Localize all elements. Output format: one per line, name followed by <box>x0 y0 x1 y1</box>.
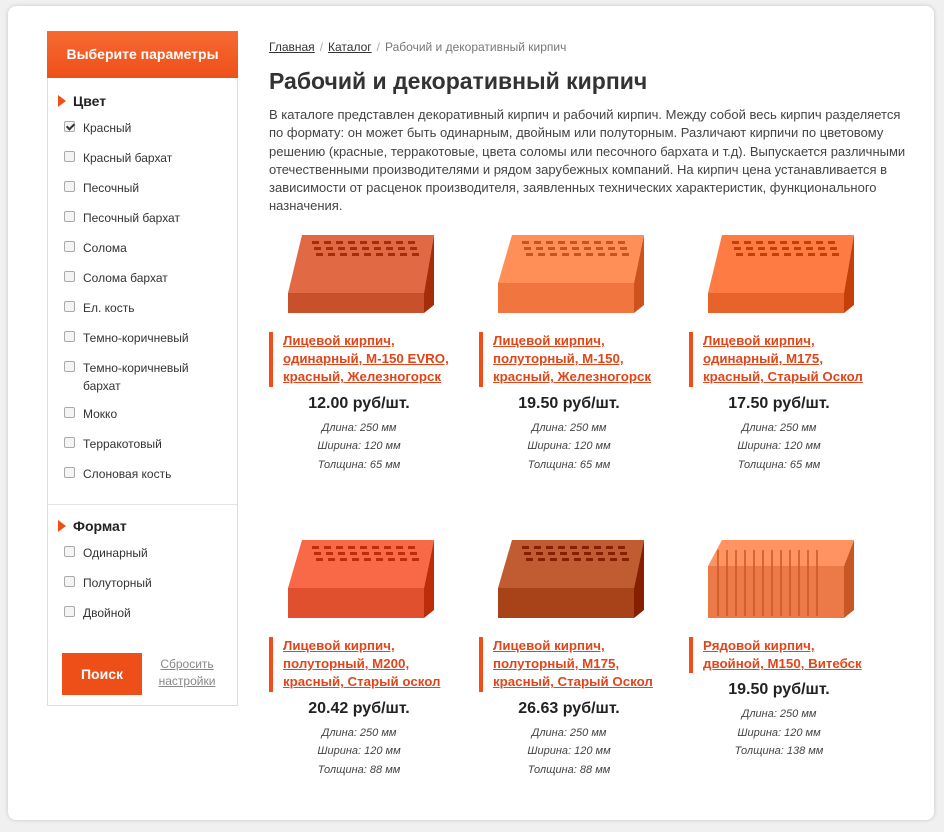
product-card <box>479 225 659 474</box>
product-card <box>479 530 659 779</box>
checkbox[interactable] <box>64 361 75 372</box>
filter-option[interactable] <box>48 405 203 423</box>
spec-thickness: Толщина: 65 мм <box>737 458 821 471</box>
product-price: 20.42 руб/шт. <box>308 699 410 717</box>
reset-settings-link[interactable]: Сбросить настройки <box>158 657 216 688</box>
spec-thickness: Толщина: 138 мм <box>734 745 824 758</box>
filter-option[interactable] <box>48 239 203 257</box>
filter-option-label: Ел. кость <box>83 301 135 315</box>
spec-length: Длина: 250 мм <box>321 726 397 739</box>
checkbox[interactable] <box>64 546 75 557</box>
filter-option[interactable] <box>48 179 203 197</box>
filter-sidebar <box>47 31 238 706</box>
checkbox[interactable] <box>64 301 75 312</box>
checkbox[interactable] <box>64 151 75 162</box>
product-specs <box>689 705 869 761</box>
product-card <box>269 225 449 474</box>
filter-header: Выберите параметры <box>47 31 238 78</box>
spec-thickness: Толщина: 65 мм <box>527 458 611 471</box>
spec-length: Длина: 250 мм <box>531 726 607 739</box>
product-card <box>689 225 869 474</box>
filter-option-label: Песочный <box>83 181 140 195</box>
brick-image[interactable] <box>269 530 449 625</box>
spec-thickness: Толщина: 88 мм <box>317 763 401 776</box>
filter-option[interactable] <box>48 604 203 622</box>
checkbox-checked[interactable] <box>64 121 75 132</box>
filter-option[interactable] <box>48 465 203 483</box>
spec-width: Ширина: 120 мм <box>527 440 611 453</box>
filter-option[interactable] <box>48 329 203 347</box>
triangle-right-icon <box>58 520 66 532</box>
checkbox[interactable] <box>64 331 75 342</box>
spec-width: Ширина: 120 мм <box>737 726 821 739</box>
brick-image[interactable] <box>479 530 659 625</box>
product-specs <box>479 419 659 475</box>
filter-option[interactable] <box>48 119 203 137</box>
checkbox[interactable] <box>64 606 75 617</box>
brick-image[interactable] <box>689 225 869 320</box>
color-group-label: Цвет <box>73 93 107 109</box>
product-specs <box>479 724 659 780</box>
filter-option[interactable] <box>48 209 203 227</box>
product-specs <box>689 419 869 475</box>
filter-option-label: Песочный бархат <box>83 211 180 225</box>
brick-image[interactable] <box>479 225 659 320</box>
page-title: Рабочий и декоративный кирпич <box>269 68 648 94</box>
spec-thickness: Толщина: 88 мм <box>527 763 611 776</box>
filter-option[interactable] <box>48 574 203 592</box>
filter-option-label: Красный бархат <box>83 151 173 165</box>
filter-option-label: Терракотовый <box>83 437 162 451</box>
intro-text: В каталоге представлен декоративный кирпич и рабочий кирпич. Между собой весь кирпич разделяется по формату: он может быть одинарным, двойным или полуторным. Различают кирпичи по цветовому решению (красные, терракотовые, цвета соломы или песочного бархата и т.д). Выпускается различными отечественными производителями и рядом зарубежных компаний. На кирпич цена устанавливается в зависимости от расценок производителя, заявленных технических характеристик, функционального назначения. <box>269 107 906 214</box>
filter-option-label: Двойной <box>83 606 131 620</box>
checkbox[interactable] <box>64 467 75 478</box>
filter-option[interactable] <box>48 269 203 287</box>
product-name-link[interactable]: Рядовой кирпич, двойной, М150, Витебск <box>689 637 869 673</box>
filter-option[interactable] <box>48 435 203 453</box>
breadcrumb-catalog-link[interactable]: Каталог <box>328 40 372 54</box>
product-price: 17.50 руб/шт. <box>728 394 830 412</box>
checkbox[interactable] <box>64 407 75 418</box>
filter-option-label: Полуторный <box>83 576 152 590</box>
triangle-right-icon <box>58 95 66 107</box>
checkbox[interactable] <box>64 241 75 252</box>
spec-length: Длина: 250 мм <box>531 421 607 434</box>
spec-length: Длина: 250 мм <box>741 421 817 434</box>
product-name-link[interactable]: Лицевой кирпич, полуторный, М200, красный, Старый оскол <box>269 637 449 692</box>
product-price: 26.63 руб/шт. <box>518 699 620 717</box>
filter-option[interactable] <box>48 149 203 167</box>
checkbox[interactable] <box>64 181 75 192</box>
product-name-link[interactable]: Лицевой кирпич, одинарный, М-150 EVRO, красный, Железногорск <box>269 332 449 387</box>
product-name-link[interactable]: Лицевой кирпич, полуторный, М-150, красный, Железногорск <box>479 332 659 387</box>
color-group-title <box>48 91 106 111</box>
brick-image[interactable] <box>689 530 869 625</box>
filter-option[interactable] <box>48 359 203 395</box>
product-price: 12.00 руб/шт. <box>308 394 410 412</box>
filter-option-label: Мокко <box>83 407 118 421</box>
filter-option[interactable] <box>48 299 203 317</box>
product-name-link[interactable]: Лицевой кирпич, одинарный, М175, красный, Старый Оскол <box>689 332 869 387</box>
spec-length: Длина: 250 мм <box>321 421 397 434</box>
filter-option-label: Одинарный <box>83 546 148 560</box>
spec-width: Ширина: 120 мм <box>317 745 401 758</box>
format-group-title <box>48 516 127 536</box>
breadcrumb-current: Рабочий и декоративный кирпич <box>385 40 567 54</box>
product-name-link[interactable]: Лицевой кирпич, полуторный, М175, красный, Старый Оскол <box>479 637 659 692</box>
checkbox[interactable] <box>64 211 75 222</box>
filter-option[interactable] <box>48 544 203 562</box>
product-card <box>689 530 869 761</box>
filter-option-label: Красный <box>83 121 132 135</box>
format-group-label: Формат <box>73 518 127 534</box>
spec-width: Ширина: 120 мм <box>317 440 401 453</box>
filter-option-label: Темно-коричневый бархат <box>83 361 189 393</box>
product-specs <box>269 724 449 780</box>
filter-option-label: Темно-коричневый <box>83 331 189 345</box>
product-price: 19.50 руб/шт. <box>728 681 830 699</box>
checkbox[interactable] <box>64 437 75 448</box>
product-price: 19.50 руб/шт. <box>518 394 620 412</box>
brick-image[interactable] <box>269 225 449 320</box>
filter-option-label: Солома <box>83 241 127 255</box>
checkbox[interactable] <box>64 576 75 587</box>
divider <box>48 504 237 505</box>
filter-option-label: Солома бархат <box>83 271 168 285</box>
breadcrumb: Главная / Каталог / Рабочий и декоративный кирпич <box>269 40 567 54</box>
spec-width: Ширина: 120 мм <box>737 440 821 453</box>
checkbox[interactable] <box>64 271 75 282</box>
spec-width: Ширина: 120 мм <box>527 745 611 758</box>
filter-option-label: Слоновая кость <box>83 467 172 481</box>
search-button[interactable]: Поиск <box>62 653 142 695</box>
product-specs <box>269 419 449 475</box>
breadcrumb-home-link[interactable]: Главная <box>269 40 315 54</box>
product-card <box>269 530 449 779</box>
spec-length: Длина: 250 мм <box>741 708 817 721</box>
spec-thickness: Толщина: 65 мм <box>317 458 401 471</box>
